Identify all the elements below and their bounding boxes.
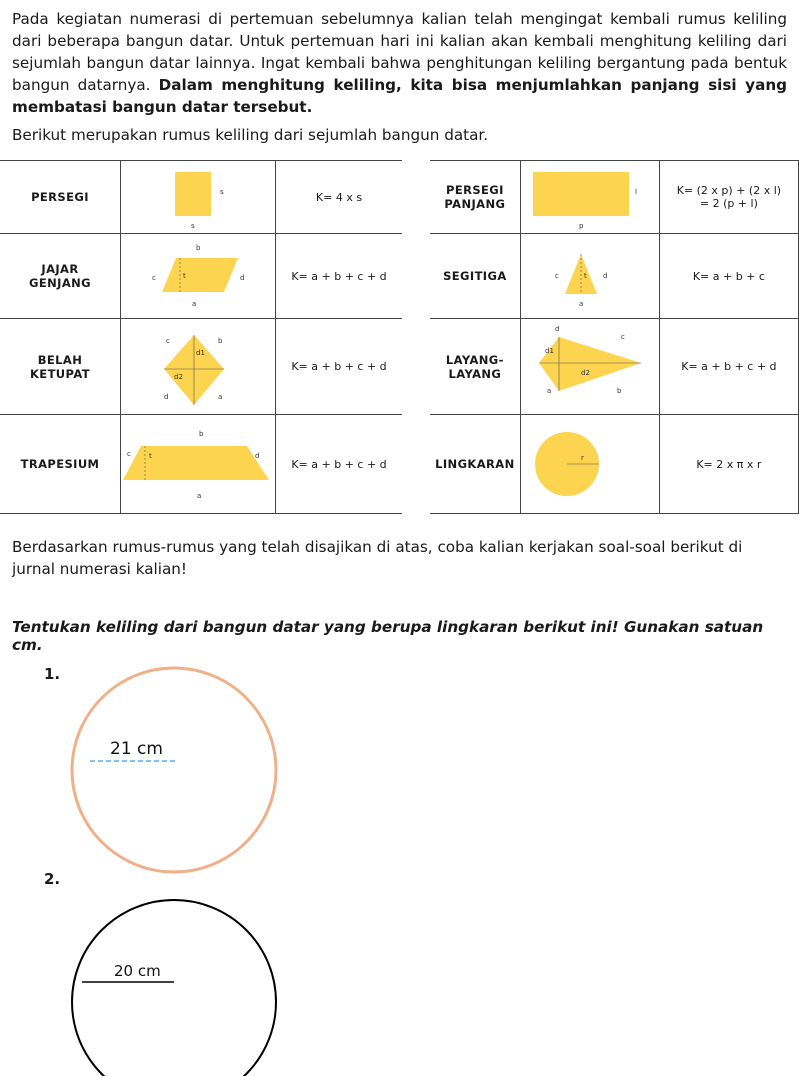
label-a: a bbox=[578, 300, 584, 308]
label-a: a bbox=[218, 392, 223, 401]
label-d: d bbox=[240, 274, 245, 282]
square-figure bbox=[138, 164, 258, 230]
label-c: c bbox=[554, 272, 559, 280]
label-t: t bbox=[583, 272, 587, 280]
row-lingkaran bbox=[430, 415, 799, 514]
circle-1-outline bbox=[72, 668, 276, 872]
shape-name-line1: LAYANG- bbox=[445, 352, 504, 367]
shape-name: TRAPESIUM bbox=[20, 457, 100, 471]
label-d: d bbox=[255, 452, 260, 460]
rectangle-shape bbox=[533, 172, 629, 216]
trapezoid-figure bbox=[121, 418, 275, 510]
row-trapesium bbox=[0, 415, 402, 514]
question-number-1: 1. bbox=[44, 665, 61, 683]
formula: K= a + b + c + d bbox=[291, 457, 387, 471]
question-number-2: 2. bbox=[44, 870, 61, 888]
shape-name-line2: GENJANG bbox=[29, 276, 91, 290]
circle-figure bbox=[521, 418, 659, 510]
row-persegi bbox=[0, 161, 402, 234]
formula: K= a + b + c + d bbox=[681, 360, 777, 373]
row-layang-layang bbox=[430, 319, 799, 415]
label-c: c bbox=[152, 274, 156, 282]
intro-bold-text: Dalam menghitung keliling, kita bisa menjumlahkan panjang sisi yang membatasi bangun datar tersebut. bbox=[12, 76, 787, 116]
formula: K= a + b + c + d bbox=[291, 360, 387, 373]
label-b: b bbox=[218, 336, 223, 345]
shape-name-line1: PERSEGI bbox=[445, 183, 504, 197]
square-side-label: s bbox=[220, 188, 224, 196]
circle-2-outline bbox=[72, 900, 276, 1076]
kite-figure bbox=[521, 321, 659, 413]
label-l: l bbox=[634, 188, 637, 196]
row-persegi-panjang bbox=[430, 161, 799, 234]
label-d1: d1 bbox=[196, 348, 205, 357]
shape-name: LINGKARAN bbox=[435, 457, 515, 471]
rhombus-figure bbox=[128, 321, 268, 413]
intro-text: Pada kegiatan numerasi di pertemuan sebelumnya kalian telah mengingat kembali rumus keliling dari beberapa bangun datar. Untuk pertemuan hari ini kalian akan kembali menghitung keliling dari sejumlah bangun datar lainnya. Ingat kembali bahwa penghitungan keliling bergantung pada bentuk bangun datarnya. bbox=[12, 10, 787, 94]
formula-table-left bbox=[0, 160, 402, 514]
rectangle-figure bbox=[521, 164, 659, 230]
kite-shape bbox=[539, 337, 641, 391]
formula: K= a + b + c bbox=[692, 269, 765, 283]
triangle-figure bbox=[521, 236, 659, 316]
label-b: b bbox=[616, 386, 622, 395]
parallelogram-shape bbox=[162, 258, 238, 292]
label-b: b bbox=[199, 430, 204, 438]
label-d: d bbox=[164, 392, 169, 401]
label-r: r bbox=[580, 454, 584, 462]
formula: K= 2 x π x r bbox=[696, 457, 762, 471]
label-t: t bbox=[183, 272, 186, 280]
task-text: Tentukan keliling dari bangun datar yang berupa lingkaran berikut ini! Gunakan satuan cm. bbox=[12, 618, 764, 654]
square-shape bbox=[175, 172, 211, 216]
shape-name-line2: LAYANG bbox=[448, 366, 502, 381]
row-jajar-genjang bbox=[0, 234, 402, 319]
instruction-text: Berdasarkan rumus-rumus yang telah disajikan di atas, coba kalian kerjakan soal-soal berikut di jurnal numerasi kalian! bbox=[12, 538, 743, 578]
square-bottom-label: s bbox=[191, 222, 195, 230]
label-b: b bbox=[196, 244, 201, 252]
circle-2-label: 20 cm bbox=[114, 962, 161, 980]
row-belah-ketupat bbox=[0, 319, 402, 415]
label-a: a bbox=[546, 386, 552, 395]
shape-name: PERSEGI bbox=[31, 190, 89, 204]
intro-paragraph bbox=[12, 8, 787, 118]
table-intro: Berikut merupakan rumus keliling dari sejumlah bangun datar. bbox=[12, 126, 489, 144]
label-d2: d2 bbox=[174, 372, 183, 381]
label-a: a bbox=[192, 300, 197, 308]
formula-line2: = 2 (p + l) bbox=[699, 197, 758, 210]
shape-name: SEGITIGA bbox=[443, 269, 507, 283]
formula-table-right bbox=[430, 160, 799, 514]
question-1-circle bbox=[70, 660, 290, 890]
formula: K= 4 x s bbox=[315, 190, 363, 204]
label-p: p bbox=[578, 222, 584, 230]
shape-name-line2: PANJANG bbox=[444, 197, 506, 211]
shape-name-line1: BELAH bbox=[37, 352, 83, 367]
label-d: d bbox=[554, 324, 560, 333]
label-c: c bbox=[166, 336, 170, 345]
label-c: c bbox=[620, 332, 625, 341]
shape-name-line1: JAJAR bbox=[41, 262, 79, 276]
shape-name-line2: KETUPAT bbox=[30, 366, 90, 381]
label-c: c bbox=[127, 450, 131, 458]
circle-1-label: 21 cm bbox=[110, 739, 163, 759]
label-d2: d2 bbox=[580, 368, 590, 377]
label-a: a bbox=[197, 492, 202, 500]
row-segitiga bbox=[430, 234, 799, 319]
formula: K= a + b + c + d bbox=[291, 269, 387, 283]
formula-table bbox=[0, 160, 799, 513]
label-t: t bbox=[149, 452, 152, 460]
label-d1: d1 bbox=[544, 346, 554, 355]
label-d: d bbox=[602, 272, 608, 280]
question-2-circle bbox=[70, 890, 300, 1076]
parallelogram-figure bbox=[128, 236, 268, 316]
formula-line1: K= (2 x p) + (2 x l) bbox=[676, 184, 782, 197]
